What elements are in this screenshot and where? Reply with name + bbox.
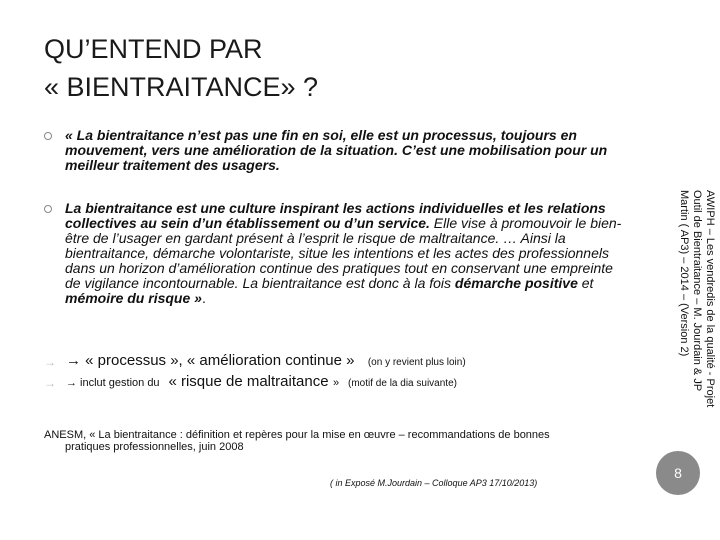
arrow-main-text: → « processus », « amélioration continue » xyxy=(66,352,355,369)
definition-emphasis-1: démarche positive xyxy=(454,275,578,291)
source-line-2: pratiques professionnelles, juin 2008 xyxy=(65,441,244,453)
expose-citation: ( in Exposé M.Jourdain – Colloque AP3 17/10/2013) xyxy=(330,478,538,488)
slide-title xyxy=(44,30,604,106)
bullet-quote-processus xyxy=(44,128,624,173)
definition-body: Elle vise à promouvoir le bien-être de l’usager en gardant présent à l’esprit le risque de maltraitance. … Ainsi la bientraitance, démarche volontariste, situe les intentions et les actes des professionnels dans un horizon d’amélioration continue des pratiques tout en conservant une empreinte de vigilance incontournable. La bientraitance est donc à la fois xyxy=(65,215,622,291)
bullet-circle-icon xyxy=(44,205,52,213)
page-number: 8 xyxy=(674,465,682,481)
side-footer-text: AWIPH – Les vendredis de la qualité - Projet Outil de Bientraitance – M. Jourdain & JP Martin ( AP3) – 2014 – (Version 2) xyxy=(678,190,716,408)
arrow-note: (motif de la dia suivante) xyxy=(348,378,457,389)
title-line-1: QU’ENTEND PAR xyxy=(44,34,263,64)
arrow-right-icon: → xyxy=(44,355,56,369)
page-number-badge xyxy=(656,451,700,495)
arrow-close-quote: » xyxy=(333,377,340,389)
arrow-item-risque xyxy=(44,373,564,391)
arrow-note: (on y revient plus loin) xyxy=(367,357,466,368)
definition-emphasis-2: mémoire du risque » xyxy=(65,290,202,306)
title-line-2: « BIENTRAITANCE» ? xyxy=(44,72,319,102)
bullet-circle-icon xyxy=(44,132,52,140)
arrow-lead-text: → inclut gestion du xyxy=(66,377,160,389)
arrow-item-processus xyxy=(44,352,564,370)
definition-end: . xyxy=(201,290,206,306)
source-line-1: ANESM, « La bientraitance : définition et repères pour la mise en œuvre – recommandations de bonnes xyxy=(44,429,550,441)
side-footer xyxy=(662,190,720,410)
definition-lead: La bientraitance est une culture inspirant les actions individuelles et les relations collectives au sein d’un établissement ou d’un service. xyxy=(65,200,606,231)
bullet-text xyxy=(65,201,624,306)
bullet-text: « La bientraitance n’est pas une fin en soi, elle est un processus, toujours en mouvement, vers une amélioration de la situation. C’est une mobilisation pour un meilleur traitement des usagers. xyxy=(65,127,608,173)
arrow-main-text: « risque de maltraitance xyxy=(168,373,329,390)
definition-connector: et xyxy=(577,275,594,291)
bullet-culture-definition xyxy=(44,201,624,306)
arrow-right-icon: → xyxy=(44,376,56,390)
source-reference xyxy=(44,429,614,453)
